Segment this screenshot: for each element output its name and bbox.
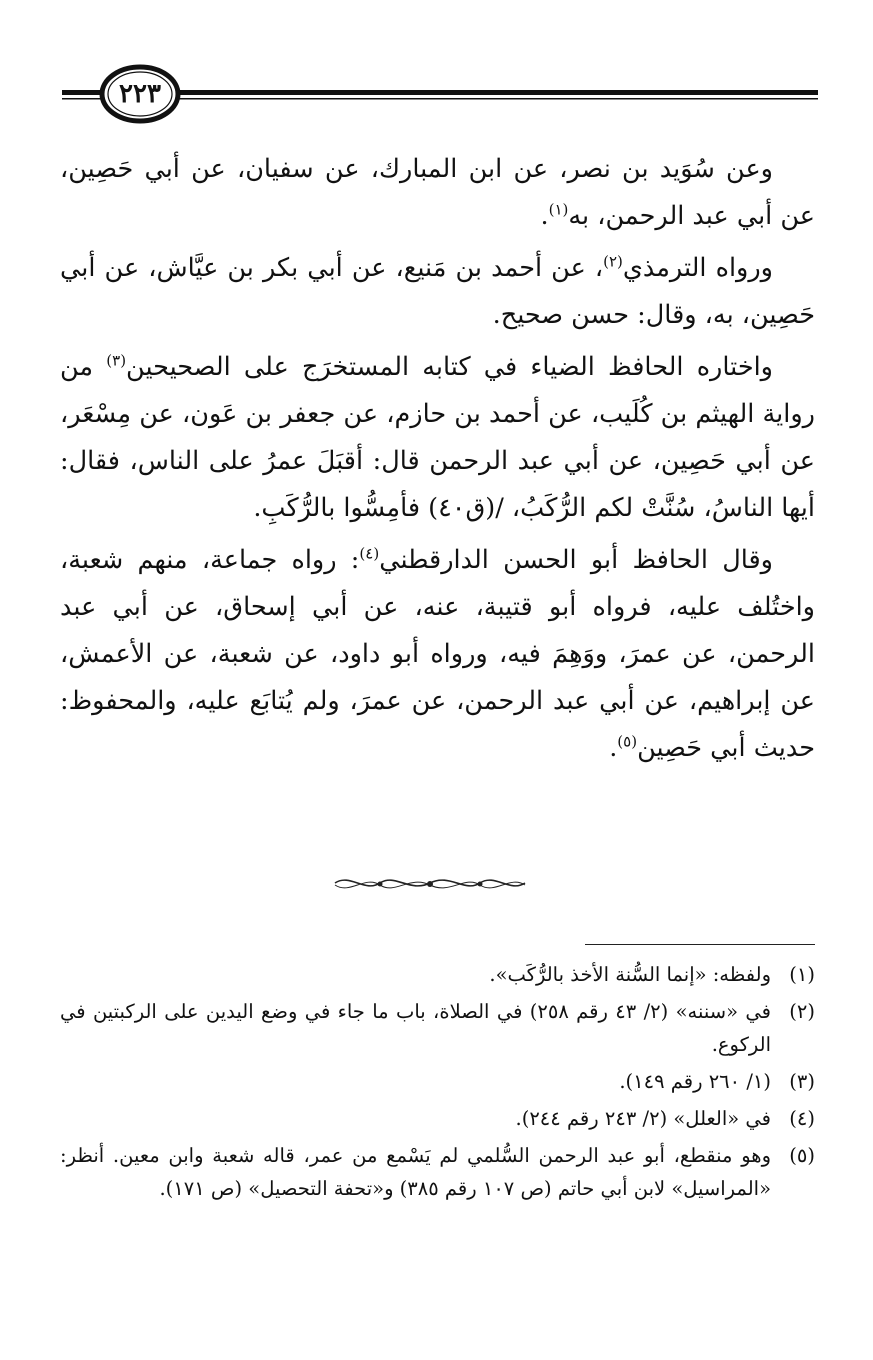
- footnote-text: وهو منقطع، أبو عبد الرحمن السُّلمي لم يَسْمع من عمر، قاله شعبة وابن معين. أنظر: «المراسيل» لابن أبي حاتم (ص ١٠٧ رقم ٣٨٥) و«تحفة التحصيل» (ص ١٧١).: [60, 1144, 771, 1200]
- footnote-text: ولفظه: «إنما السُّنة الأخذ بالرُّكَب».: [489, 963, 771, 986]
- footnote-number: (٢): [789, 1000, 815, 1023]
- footnote: [60, 995, 815, 1061]
- page-number: ٢٢٣: [119, 79, 161, 109]
- footnote-ref: (٢): [603, 252, 623, 271]
- footnotes: [60, 958, 815, 1209]
- footnote-number: (٥): [789, 1144, 815, 1167]
- footnote-separator: [585, 944, 815, 945]
- ornament-divider: [330, 868, 530, 898]
- footnote-text: في «سننه» (٢/ ٤٣ رقم ٢٥٨) في الصلاة، باب ما جاء في وضع اليدين على الركبتين في الركوع.: [60, 1000, 771, 1056]
- paragraph: واختاره الحافظ الضياء في كتابه المستخرَج على الصحيحين$^{(٣)}$ من رواية الهيثم بن كُلَيب، عن أحمد بن حازم، عن جعفر بن عَون، عن مِسْعَر، عن أبي حَصِين، عن أبي عبد الرحمن قال: أقبَلَ عمرُ على الناس، فقال: أيها الناسُ، سُنَّتْ لكم الرُّكَبُ، /(ق٤٠) فأمِسُّوا بالرُّكَبِ.: [60, 351, 815, 523]
- footnote-ref: (٥): [617, 732, 638, 751]
- footnote: [60, 1102, 815, 1135]
- footnote: [60, 1139, 815, 1205]
- page-header: [0, 62, 873, 132]
- footnote-text: (١/ ٢٦٠ رقم ١٤٩).: [619, 1070, 771, 1093]
- footnote-text: في «العلل» (٢/ ٢٤٣ رقم ٢٤٤).: [515, 1107, 771, 1130]
- footnote: [60, 958, 815, 991]
- footnote-number: (٤): [789, 1107, 815, 1130]
- footnote-number: (٣): [789, 1070, 815, 1093]
- paragraph: ورواه الترمذي$^{(٢)}$، عن أحمد بن مَنيع، عن أبي بكر بن عيَّاش، عن أبي حَصِين، به، وقال: حسن صحيح.: [60, 252, 815, 330]
- footnote-ref: (١): [548, 200, 569, 219]
- footnote-number: (١): [789, 963, 815, 986]
- footnote-ref: (٣): [106, 351, 127, 370]
- main-text: [60, 146, 815, 777]
- footnote-ref: (٤): [359, 544, 380, 563]
- footnote: [60, 1065, 815, 1098]
- paragraph: وعن سُوَيد بن نصر، عن ابن المبارك، عن سفيان، عن أبي حَصِين، عن أبي عبد الرحمن، به$^{(١)}$.: [60, 154, 815, 231]
- paragraph: وقال الحافظ أبو الحسن الدارقطني$^{(٤)}$: رواه جماعة، منهم شعبة، واختُلف عليه، فرواه أبو قتيبة، عنه، عن أبي إسحاق، عن أبي عبد الرحمن، عن عمرَ، ووَهِمَ فيه، ورواه أبو داود، عن شعبة، عن الأعمش، عن إبراهيم، عن أبي عبد الرحمن، عن عمرَ، ولم يُتابَع عليه، والمحفوظ: حديث أبي حَصِين$^{(٥)}$.: [60, 544, 815, 763]
